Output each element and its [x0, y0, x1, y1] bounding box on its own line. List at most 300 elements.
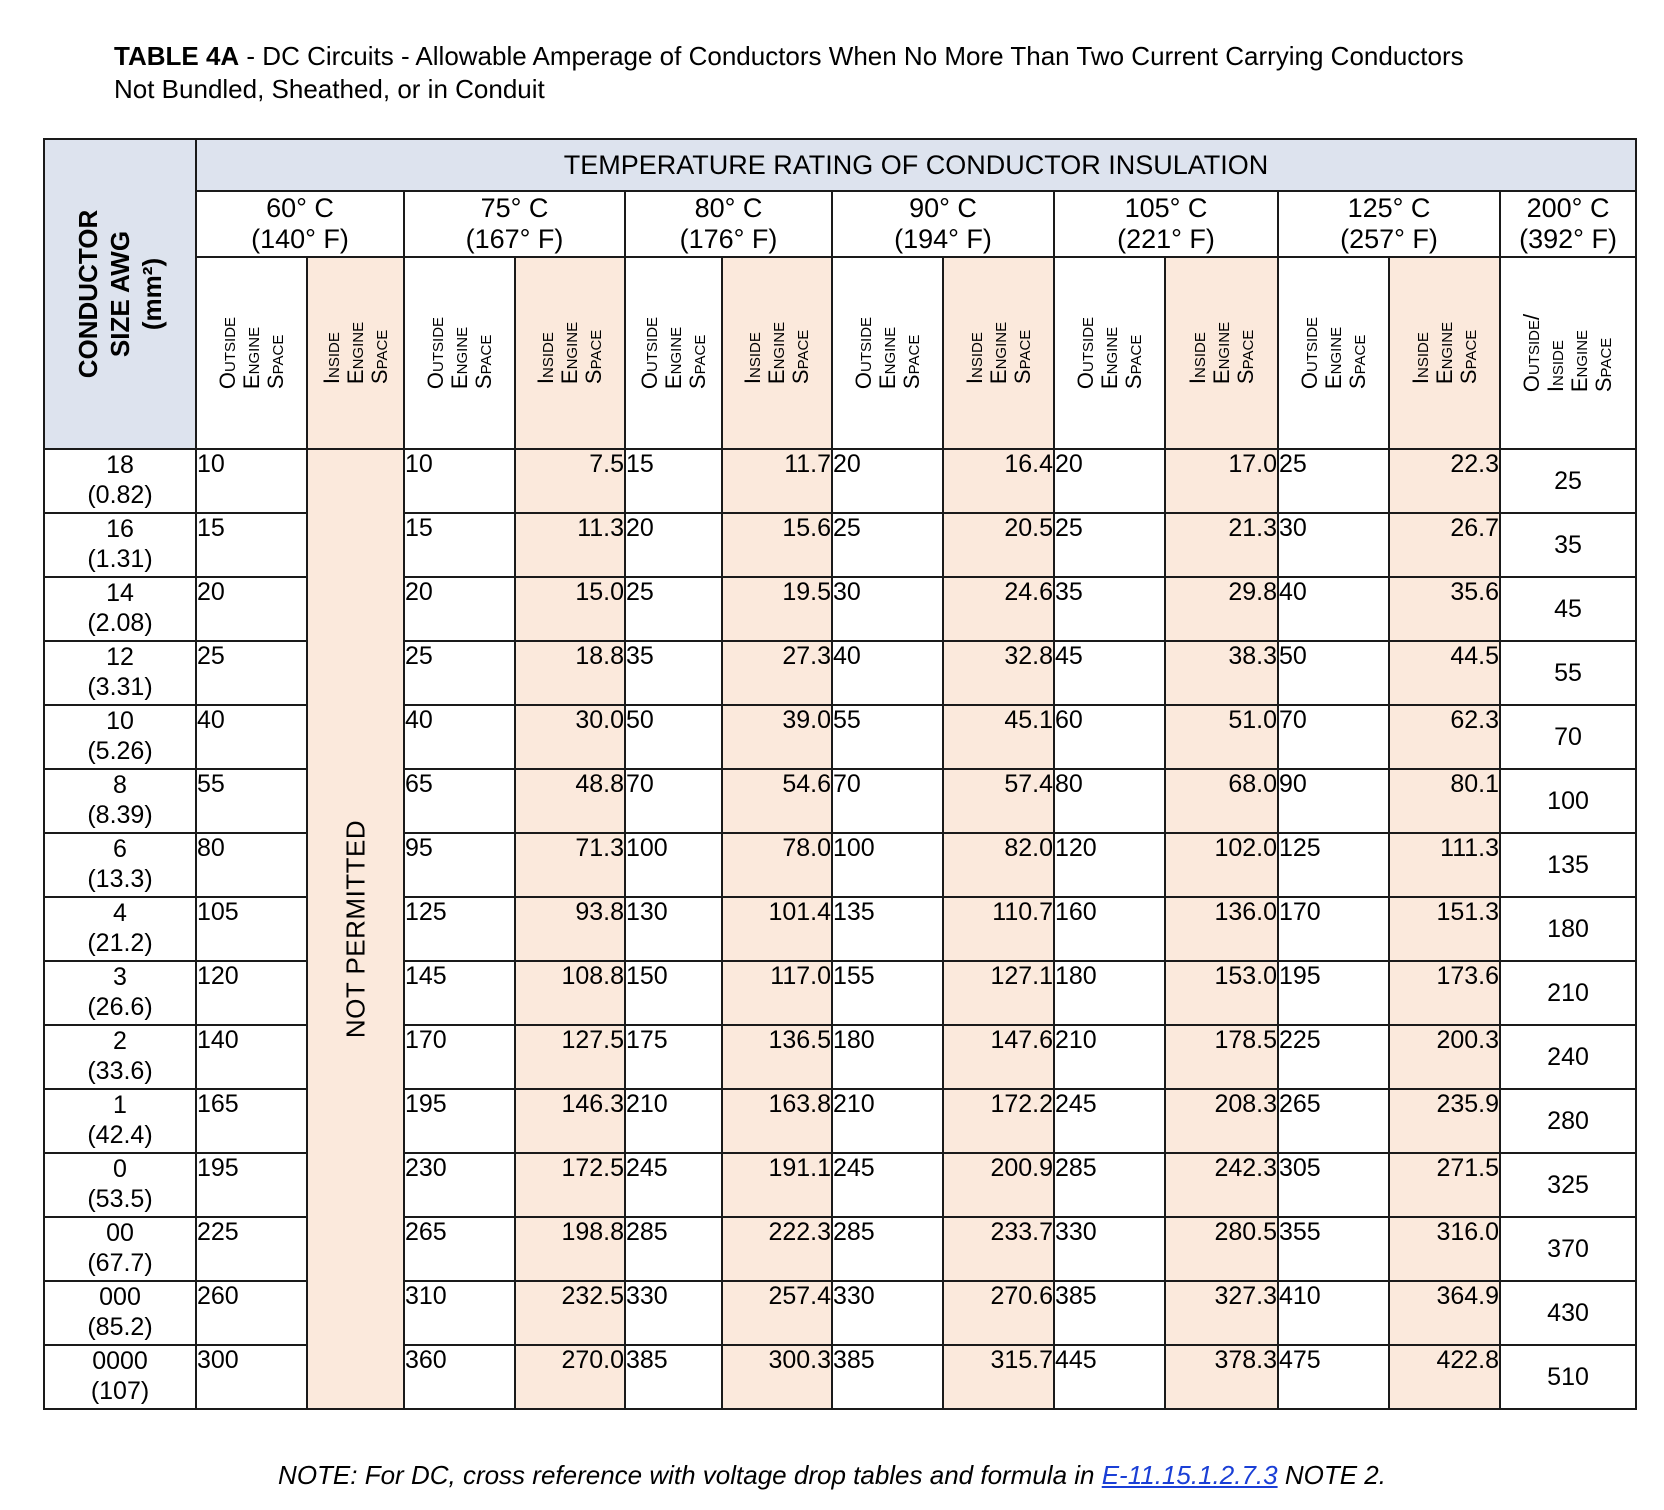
awg-value: 3	[113, 963, 127, 991]
table-row	[44, 1089, 1636, 1153]
conductor-size-cell	[44, 705, 196, 769]
space-header-line: Outside	[214, 316, 240, 390]
mm2-value: (21.2)	[87, 929, 153, 957]
inside-value-cell: 222.3	[722, 1217, 832, 1281]
inside-value-cell: 78.0	[722, 833, 832, 897]
outside-value-cell: 225	[196, 1217, 307, 1281]
space-header-line: Engine	[764, 321, 789, 385]
outside-inside-value-cell: 280	[1500, 1089, 1636, 1153]
inside-value-cell: 62.3	[1389, 705, 1500, 769]
outside-value-cell: 385	[1054, 1281, 1165, 1345]
mm2-value: (42.4)	[87, 1121, 153, 1149]
conductor-size-cell	[44, 1217, 196, 1281]
outside-value-cell: 25	[404, 641, 515, 705]
outside-value-cell: 25	[832, 513, 943, 577]
outside-value-cell: 330	[1054, 1217, 1165, 1281]
inside-value-cell: 270.6	[943, 1281, 1054, 1345]
outside-value-cell: 210	[832, 1089, 943, 1153]
outside-value-cell: 15	[196, 513, 307, 577]
inside-value-cell: 117.0	[722, 961, 832, 1025]
outside-value-cell: 180	[1054, 961, 1165, 1025]
outside-value-cell: 25	[1278, 449, 1389, 513]
rating-celsius: 75° C	[480, 193, 549, 223]
inside-value-cell: 38.3	[1165, 641, 1278, 705]
outside-value-cell: 55	[832, 705, 943, 769]
rating-celsius: 80° C	[694, 193, 763, 223]
inside-value-cell: 327.3	[1165, 1281, 1278, 1345]
rating-celsius: 60° C	[266, 193, 334, 223]
outside-value-cell: 80	[1054, 769, 1165, 833]
mm2-value: (107)	[90, 1377, 150, 1405]
awg-value: 6	[113, 835, 127, 863]
outside-value-cell: 70	[1278, 705, 1389, 769]
outside-value-cell: 155	[832, 961, 943, 1025]
space-header-line: Engine	[1208, 321, 1234, 385]
space-header-line: Inside	[533, 332, 558, 385]
footnote-end: NOTE 2.	[1277, 1460, 1386, 1490]
outside-value-cell: 40	[1278, 577, 1389, 641]
outside-engine-space-header	[1278, 257, 1389, 449]
space-header-line: Engine	[1096, 326, 1122, 390]
rating-celsius: 90° C	[909, 193, 977, 223]
outside-inside-value-cell: 35	[1500, 513, 1636, 577]
space-header-line: Space	[684, 334, 710, 390]
space-header-line: Engine	[1431, 321, 1457, 385]
outside-value-cell: 20	[404, 577, 515, 641]
outside-value-cell: 285	[1054, 1153, 1165, 1217]
inside-value-cell: 316.0	[1389, 1217, 1500, 1281]
outside-value-cell: 120	[1054, 833, 1165, 897]
outside-value-cell: 105	[196, 897, 307, 961]
outside-value-cell: 65	[404, 769, 515, 833]
mm2-value: (53.5)	[87, 1185, 153, 1213]
inside-value-cell: 20.5	[943, 513, 1054, 577]
conductor-size-cell	[44, 1153, 196, 1217]
outside-value-cell: 10	[196, 449, 307, 513]
outside-value-cell: 55	[196, 769, 307, 833]
outside-value-cell: 125	[1278, 833, 1389, 897]
outside-value-cell: 125	[404, 897, 515, 961]
rating-header	[832, 191, 1054, 257]
inside-value-cell: 364.9	[1389, 1281, 1500, 1345]
outside-value-cell: 165	[196, 1089, 307, 1153]
outside-engine-space-header	[832, 257, 943, 449]
outside-value-cell: 25	[196, 641, 307, 705]
space-header-line: Outside	[850, 316, 876, 390]
inside-engine-space-header	[1165, 257, 1278, 449]
awg-value: 2	[113, 1027, 127, 1055]
outside-value-cell: 30	[832, 577, 943, 641]
space-header-line: Engine	[557, 321, 582, 385]
awg-value: 8	[113, 771, 127, 799]
inside-value-cell: 44.5	[1389, 641, 1500, 705]
rating-fahrenheit: (257° F)	[1340, 224, 1438, 254]
inside-value-cell: 26.7	[1389, 513, 1500, 577]
outside-value-cell: 385	[625, 1345, 722, 1409]
footnote-text: NOTE: For DC, cross reference with voltage drop tables and formula in	[278, 1460, 1102, 1490]
outside-inside-value-cell: 210	[1500, 961, 1636, 1025]
inside-value-cell: 146.3	[515, 1089, 625, 1153]
conductor-size-cell	[44, 833, 196, 897]
space-header-line: Outside	[636, 316, 662, 390]
outside-engine-space-header	[196, 257, 307, 449]
outside-inside-value-cell: 55	[1500, 641, 1636, 705]
inside-value-cell: 54.6	[722, 769, 832, 833]
outside-inside-value-cell: 45	[1500, 577, 1636, 641]
space-header-line: Engine	[1567, 329, 1593, 393]
outside-value-cell: 475	[1278, 1345, 1389, 1409]
awg-value: 12	[106, 643, 134, 671]
space-header-line: Engine	[1320, 326, 1346, 390]
outside-value-cell: 135	[832, 897, 943, 961]
table-row	[44, 449, 1636, 513]
rating-celsius: 125° C	[1347, 193, 1431, 223]
outside-value-cell: 120	[196, 961, 307, 1025]
table-row	[44, 833, 1636, 897]
rating-fahrenheit: (140° F)	[251, 224, 349, 254]
outside-value-cell: 15	[625, 449, 722, 513]
table-row	[44, 1345, 1636, 1409]
rating-fahrenheit: (176° F)	[679, 224, 778, 254]
inside-value-cell: 15.6	[722, 513, 832, 577]
outside-value-cell: 180	[832, 1025, 943, 1089]
outside-inside-value-cell: 430	[1500, 1281, 1636, 1345]
outside-inside-value-cell: 135	[1500, 833, 1636, 897]
inside-value-cell: 200.9	[943, 1153, 1054, 1217]
outside-value-cell: 100	[832, 833, 943, 897]
space-header-line: Space	[1344, 334, 1370, 390]
table-title-line2: Not Bundled, Sheathed, or in Conduit	[114, 74, 545, 104]
table-row	[44, 705, 1636, 769]
inside-value-cell: 19.5	[722, 577, 832, 641]
outside-value-cell: 35	[1054, 577, 1165, 641]
inside-value-cell: 80.1	[1389, 769, 1500, 833]
outside-inside-value-cell: 180	[1500, 897, 1636, 961]
inside-value-cell: 93.8	[515, 897, 625, 961]
inside-value-cell: 378.3	[1165, 1345, 1278, 1409]
rating-header	[1054, 191, 1278, 257]
outside-value-cell: 25	[1054, 513, 1165, 577]
outside-value-cell: 170	[404, 1025, 515, 1089]
space-header-line: Outside/	[1519, 313, 1545, 393]
table-row	[44, 1153, 1636, 1217]
inside-value-cell: 422.8	[1389, 1345, 1500, 1409]
outside-value-cell: 30	[1278, 513, 1389, 577]
inside-value-cell: 24.6	[943, 577, 1054, 641]
outside-value-cell: 445	[1054, 1345, 1165, 1409]
outside-inside-value-cell: 25	[1500, 449, 1636, 513]
inside-value-cell: 101.4	[722, 897, 832, 961]
not-permitted-label: NOT PERMITTED	[340, 819, 370, 1039]
rating-header	[404, 191, 625, 257]
outside-inside-value-cell: 240	[1500, 1025, 1636, 1089]
outside-value-cell: 245	[625, 1153, 722, 1217]
inside-value-cell: 18.8	[515, 641, 625, 705]
inside-value-cell: 111.3	[1389, 833, 1500, 897]
rating-header	[625, 191, 832, 257]
outside-value-cell: 70	[625, 769, 722, 833]
inside-value-cell: 57.4	[943, 769, 1054, 833]
mm2-value: (26.6)	[87, 993, 153, 1021]
space-header-line: Inside	[740, 332, 765, 385]
inside-value-cell: 172.2	[943, 1089, 1054, 1153]
table-row	[44, 1025, 1636, 1089]
awg-value: 0000	[92, 1347, 148, 1375]
space-header-line: Inside	[961, 332, 987, 385]
conductor-size-cell	[44, 513, 196, 577]
inside-value-cell: 235.9	[1389, 1089, 1500, 1153]
awg-value: 1	[113, 1091, 127, 1119]
rating-fahrenheit: (221° F)	[1117, 224, 1215, 254]
table-row	[44, 1217, 1636, 1281]
inside-value-cell: 136.0	[1165, 897, 1278, 961]
inside-value-cell: 280.5	[1165, 1217, 1278, 1281]
inside-value-cell: 153.0	[1165, 961, 1278, 1025]
mm2-value: (33.6)	[87, 1057, 153, 1085]
space-header-line: Space	[366, 329, 392, 385]
space-header-line: Space	[1009, 329, 1035, 385]
inside-value-cell: 232.5	[515, 1281, 625, 1345]
table-row	[44, 897, 1636, 961]
space-header-line: Outside	[1072, 316, 1098, 390]
conductor-size-cell	[44, 897, 196, 961]
footnote	[0, 1460, 1664, 1491]
inside-value-cell: 39.0	[722, 705, 832, 769]
outside-value-cell: 130	[625, 897, 722, 961]
inside-engine-space-header	[722, 257, 832, 449]
rating-fahrenheit: (194° F)	[894, 224, 992, 254]
inside-value-cell: 21.3	[1165, 513, 1278, 577]
outside-value-cell: 265	[404, 1217, 515, 1281]
inside-engine-space-header	[943, 257, 1054, 449]
inside-value-cell: 315.7	[943, 1345, 1054, 1409]
space-header-line: Engine	[985, 321, 1011, 385]
outside-engine-space-header	[625, 257, 722, 449]
outside-value-cell: 300	[196, 1345, 307, 1409]
inside-value-cell: 16.4	[943, 449, 1054, 513]
outside-value-cell: 355	[1278, 1217, 1389, 1281]
conductor-size-cell	[44, 961, 196, 1025]
ampacity-table	[43, 138, 1637, 1410]
outside-value-cell: 210	[625, 1089, 722, 1153]
inside-value-cell: 108.8	[515, 961, 625, 1025]
inside-engine-space-header	[515, 257, 625, 449]
space-header-line: Engine	[446, 326, 472, 390]
space-header-line: Space	[262, 334, 288, 390]
mm2-value: (1.31)	[87, 545, 153, 573]
inside-value-cell: 233.7	[943, 1217, 1054, 1281]
mm2-value: (2.08)	[87, 609, 153, 637]
inside-value-cell: 136.5	[722, 1025, 832, 1089]
outside-value-cell: 45	[1054, 641, 1165, 705]
outside-inside-value-cell: 100	[1500, 769, 1636, 833]
outside-value-cell: 35	[625, 641, 722, 705]
space-header-line: Engine	[342, 321, 368, 385]
space-header-line: Space	[1455, 329, 1481, 385]
inside-value-cell: 22.3	[1389, 449, 1500, 513]
outside-inside-engine-space-header	[1500, 257, 1636, 449]
inside-value-cell: 200.3	[1389, 1025, 1500, 1089]
mm2-value: (0.82)	[87, 481, 153, 509]
temperature-rating-header: TEMPERATURE RATING OF CONDUCTOR INSULATION	[196, 139, 1636, 191]
space-header-line: Inside	[1543, 340, 1569, 393]
outside-value-cell: 265	[1278, 1089, 1389, 1153]
space-header-line: Space	[1591, 337, 1617, 393]
inside-value-cell: 35.6	[1389, 577, 1500, 641]
conductor-size-cell	[44, 449, 196, 513]
space-header-line: Inside	[1407, 332, 1433, 385]
outside-value-cell: 160	[1054, 897, 1165, 961]
awg-value: 18	[106, 451, 134, 479]
mm2-value: (3.31)	[87, 673, 153, 701]
table-title-bold: TABLE 4A	[114, 41, 240, 71]
mm2-value: (13.3)	[87, 865, 153, 893]
outside-value-cell: 50	[1278, 641, 1389, 705]
outside-value-cell: 175	[625, 1025, 722, 1089]
inside-value-cell: 11.7	[722, 449, 832, 513]
outside-value-cell: 20	[1054, 449, 1165, 513]
space-header-line: Space	[788, 329, 813, 385]
outside-value-cell: 230	[404, 1153, 515, 1217]
outside-value-cell: 20	[625, 513, 722, 577]
rating-header	[1500, 191, 1636, 257]
outside-value-cell: 25	[625, 577, 722, 641]
awg-value: 14	[106, 579, 134, 607]
inside-value-cell: 127.1	[943, 961, 1054, 1025]
outside-value-cell: 40	[196, 705, 307, 769]
space-header-line: Engine	[874, 326, 900, 390]
space-header-line: Space	[470, 334, 496, 390]
outside-value-cell: 10	[404, 449, 515, 513]
conductor-size-header	[44, 139, 196, 449]
table-row	[44, 577, 1636, 641]
conductor-size-cell	[44, 1089, 196, 1153]
rating-header	[1278, 191, 1500, 257]
conductor-header-line: CONDUCTOR	[73, 209, 103, 379]
awg-value: 00	[106, 1219, 134, 1247]
outside-value-cell: 150	[625, 961, 722, 1025]
outside-value-cell: 145	[404, 961, 515, 1025]
outside-value-cell: 360	[404, 1345, 515, 1409]
outside-value-cell: 195	[404, 1089, 515, 1153]
inside-value-cell: 51.0	[1165, 705, 1278, 769]
outside-engine-space-header	[1054, 257, 1165, 449]
inside-value-cell: 110.7	[943, 897, 1054, 961]
outside-value-cell: 20	[196, 577, 307, 641]
inside-value-cell: 32.8	[943, 641, 1054, 705]
conductor-header-line: SIZE AWG	[105, 230, 135, 358]
awg-value: 10	[106, 707, 134, 735]
outside-value-cell: 385	[832, 1345, 943, 1409]
inside-value-cell: 68.0	[1165, 769, 1278, 833]
awg-value: 000	[99, 1283, 141, 1311]
outside-value-cell: 245	[832, 1153, 943, 1217]
rating-celsius: 200° C	[1526, 193, 1610, 223]
outside-value-cell: 310	[404, 1281, 515, 1345]
not-permitted-cell	[307, 449, 404, 1409]
inside-value-cell: 163.8	[722, 1089, 832, 1153]
conductor-size-cell	[44, 1281, 196, 1345]
inside-value-cell: 198.8	[515, 1217, 625, 1281]
table-title-line1: - DC Circuits - Allowable Amperage of Conductors When No More Than Two Current Carrying Conductors	[239, 41, 1464, 71]
table-title	[114, 40, 1614, 106]
awg-value: 16	[106, 515, 134, 543]
outside-engine-space-header	[404, 257, 515, 449]
space-header-line: Engine	[238, 326, 264, 390]
rating-header	[196, 191, 404, 257]
inside-value-cell: 208.3	[1165, 1089, 1278, 1153]
inside-value-cell: 17.0	[1165, 449, 1278, 513]
outside-value-cell: 260	[196, 1281, 307, 1345]
conductor-header-line: (mm²)	[137, 257, 167, 331]
outside-value-cell: 140	[196, 1025, 307, 1089]
outside-value-cell: 330	[625, 1281, 722, 1345]
inside-value-cell: 172.5	[515, 1153, 625, 1217]
inside-value-cell: 178.5	[1165, 1025, 1278, 1089]
outside-value-cell: 285	[832, 1217, 943, 1281]
table-row	[44, 641, 1636, 705]
outside-value-cell: 195	[196, 1153, 307, 1217]
rating-fahrenheit: (167° F)	[465, 224, 564, 254]
conductor-size-cell	[44, 769, 196, 833]
inside-value-cell: 151.3	[1389, 897, 1500, 961]
space-header-line: Space	[581, 329, 606, 385]
cross-reference-link[interactable]: E-11.15.1.2.7.3	[1101, 1460, 1278, 1490]
outside-value-cell: 210	[1054, 1025, 1165, 1089]
mm2-value: (5.26)	[87, 737, 153, 765]
rating-fahrenheit: (392° F)	[1519, 224, 1617, 254]
outside-value-cell: 20	[832, 449, 943, 513]
conductor-size-cell	[44, 641, 196, 705]
outside-value-cell: 50	[625, 705, 722, 769]
awg-value: 4	[113, 899, 127, 927]
inside-value-cell: 147.6	[943, 1025, 1054, 1089]
inside-value-cell: 82.0	[943, 833, 1054, 897]
conductor-size-cell	[44, 577, 196, 641]
table-row	[44, 513, 1636, 577]
outside-value-cell: 40	[832, 641, 943, 705]
outside-value-cell: 95	[404, 833, 515, 897]
inside-value-cell: 45.1	[943, 705, 1054, 769]
inside-value-cell: 15.0	[515, 577, 625, 641]
outside-value-cell: 15	[404, 513, 515, 577]
space-header-line: Inside	[1184, 332, 1210, 385]
inside-value-cell: 242.3	[1165, 1153, 1278, 1217]
outside-value-cell: 40	[404, 705, 515, 769]
space-header-line: Space	[1232, 329, 1258, 385]
space-header-line: Inside	[318, 332, 344, 385]
mm2-value: (8.39)	[87, 801, 153, 829]
space-header-line: Outside	[1296, 316, 1322, 390]
inside-value-cell: 191.1	[722, 1153, 832, 1217]
space-header-line: Space	[898, 334, 924, 390]
mm2-value: (67.7)	[87, 1249, 153, 1277]
conductor-size-cell	[44, 1345, 196, 1409]
inside-engine-space-header	[1389, 257, 1500, 449]
inside-value-cell: 127.5	[515, 1025, 625, 1089]
inside-value-cell: 7.5	[515, 449, 625, 513]
outside-value-cell: 90	[1278, 769, 1389, 833]
outside-inside-value-cell: 70	[1500, 705, 1636, 769]
outside-value-cell: 100	[625, 833, 722, 897]
table-row	[44, 961, 1636, 1025]
inside-value-cell: 271.5	[1389, 1153, 1500, 1217]
outside-value-cell: 170	[1278, 897, 1389, 961]
outside-inside-value-cell: 325	[1500, 1153, 1636, 1217]
inside-value-cell: 30.0	[515, 705, 625, 769]
space-header-line: Engine	[660, 326, 686, 390]
space-header-line: Space	[1120, 334, 1146, 390]
